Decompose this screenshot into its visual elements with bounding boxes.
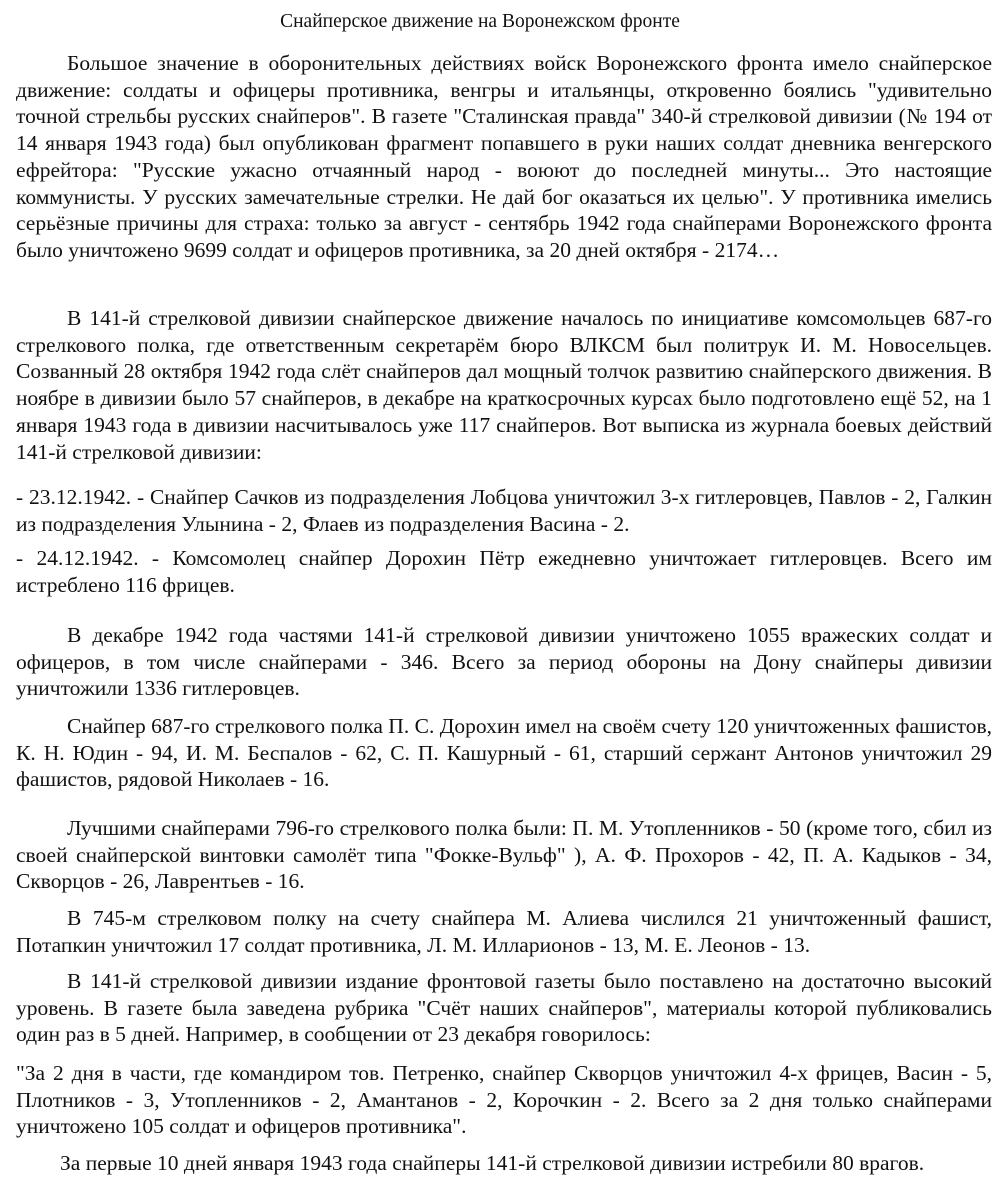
paragraph-quote: "За 2 дня в части, где командиром тов. Петренко, снайпер Скворцов уничтожил 4-х фрицев, Васин - 5, Плотников - 3, Утопленников - 2, Амантанов - 2, Корочкин - 2. Всего за 2 дня только снайперами уничтожено 105 солдат и офицеров противника". (16, 1061, 992, 1139)
journal-entry-1: - 23.12.1942. - Снайпер Сачков из подразделения Лобцова уничтожил 3-х гитлеровцев, Павлов - 2, Галкин из подразделения Улынина - 2, Флаев из подразделения Васина - 2. (16, 485, 992, 536)
journal-entry-2: - 24.12.1942. - Комсомолец снайпер Дорохин Пётр ежедневно уничтожает гитлеровцев. Всего им истреблено 116 фрицев. (16, 546, 992, 597)
paragraph-december: В декабре 1942 года частями 141-й стрелковой дивизии уничтожено 1055 вражеских солдат и офицеров, в том числе снайперами - 346. Всего за период обороны на Дону снайперы дивизии уничтожили 1336 гитлеровцев. (16, 623, 992, 701)
document-title: Снайперское движение на Воронежском фронте (280, 11, 680, 32)
paragraph-1: Большое значение в оборонительных действиях войск Воронежского фронта имело снайперское движение: солдаты и офицеры противника, венгры и итальянцы, откровенно боялись "удивительно точной стрельбы русских снайперов". В газете "Сталинская правда" 340-й стрелковой дивизии (№ 194 от 14 января 1943 года) был опубликован фрагмент попавшего в руки наших солдат дневника венгерского ефрейтора: "Русские ужасно отчаянный народ - воюют до последней минуты... Это настоящие коммунисты. У русских замечательные стрелки. Не дай бог оказаться их целью". У противника имелись серьёзные причины для страха: только за август - сентябрь 1942 года снайперами Воронежского фронта было уничтожено 9699 солдат и офицеров противника, за 20 дней октября - 2174… (16, 51, 992, 262)
paragraph-796-regiment: Лучшими снайперами 796-го стрелкового полка были: П. М. Утопленников - 50 (кроме того, сбил из своей снайперской винтовки самолёт типа "Фокке-Вульф" ), А. Ф. Прохоров - 42, П. А. Кадыков - 34, Скворцов - 26, Лаврентьев - 16. (16, 816, 992, 894)
paragraph-newspaper: В 141-й стрелковой дивизии издание фронтовой газеты было поставлено на достаточно высокий уровень. В газете была заведена рубрика "Счёт наших снайперов", материалы которой публиковались один раз в 5 дней. Например, в сообщении от 23 декабря говорилось: (16, 969, 992, 1047)
paragraph-january: За первые 10 дней января 1943 года снайперы 141-й стрелковой дивизии истребили 80 врагов. (60, 1151, 925, 1175)
paragraph-687-regiment: Снайпер 687-го стрелкового полка П. С. Дорохин имел на своём счету 120 уничтоженных фашистов, К. Н. Юдин - 94, И. М. Беспалов - 62, С. П. Кашурный - 61, старший сержант Антонов уничтожил 29 фашистов, рядовой Николаев - 16. (16, 714, 992, 792)
paragraph-745-regiment: В 745-м стрелковом полку на счету снайпера М. Алиева числился 21 уничтоженный фашист, Потапкин уничтожил 17 солдат противника, Л. М. Илларионов - 13, М. Е. Леонов - 13. (16, 906, 992, 957)
paragraph-2: В 141-й стрелковой дивизии снайперское движение началось по инициативе комсомольцев 687-го стрелкового полка, где ответственным секретарём бюро ВЛКСМ был политрук И. М. Новосельцев. Созванный 28 октября 1942 года слёт снайперов дал мощный толчок развитию снайперского движения. В ноябре в дивизии было 57 снайперов, в декабре на краткосрочных курсах было подготовлено ещё 52, на 1 января 1943 года в дивизии насчитывалось уже 117 снайперов. Вот выписка из журнала боевых действий 141-й стрелковой дивизии: (16, 306, 992, 464)
